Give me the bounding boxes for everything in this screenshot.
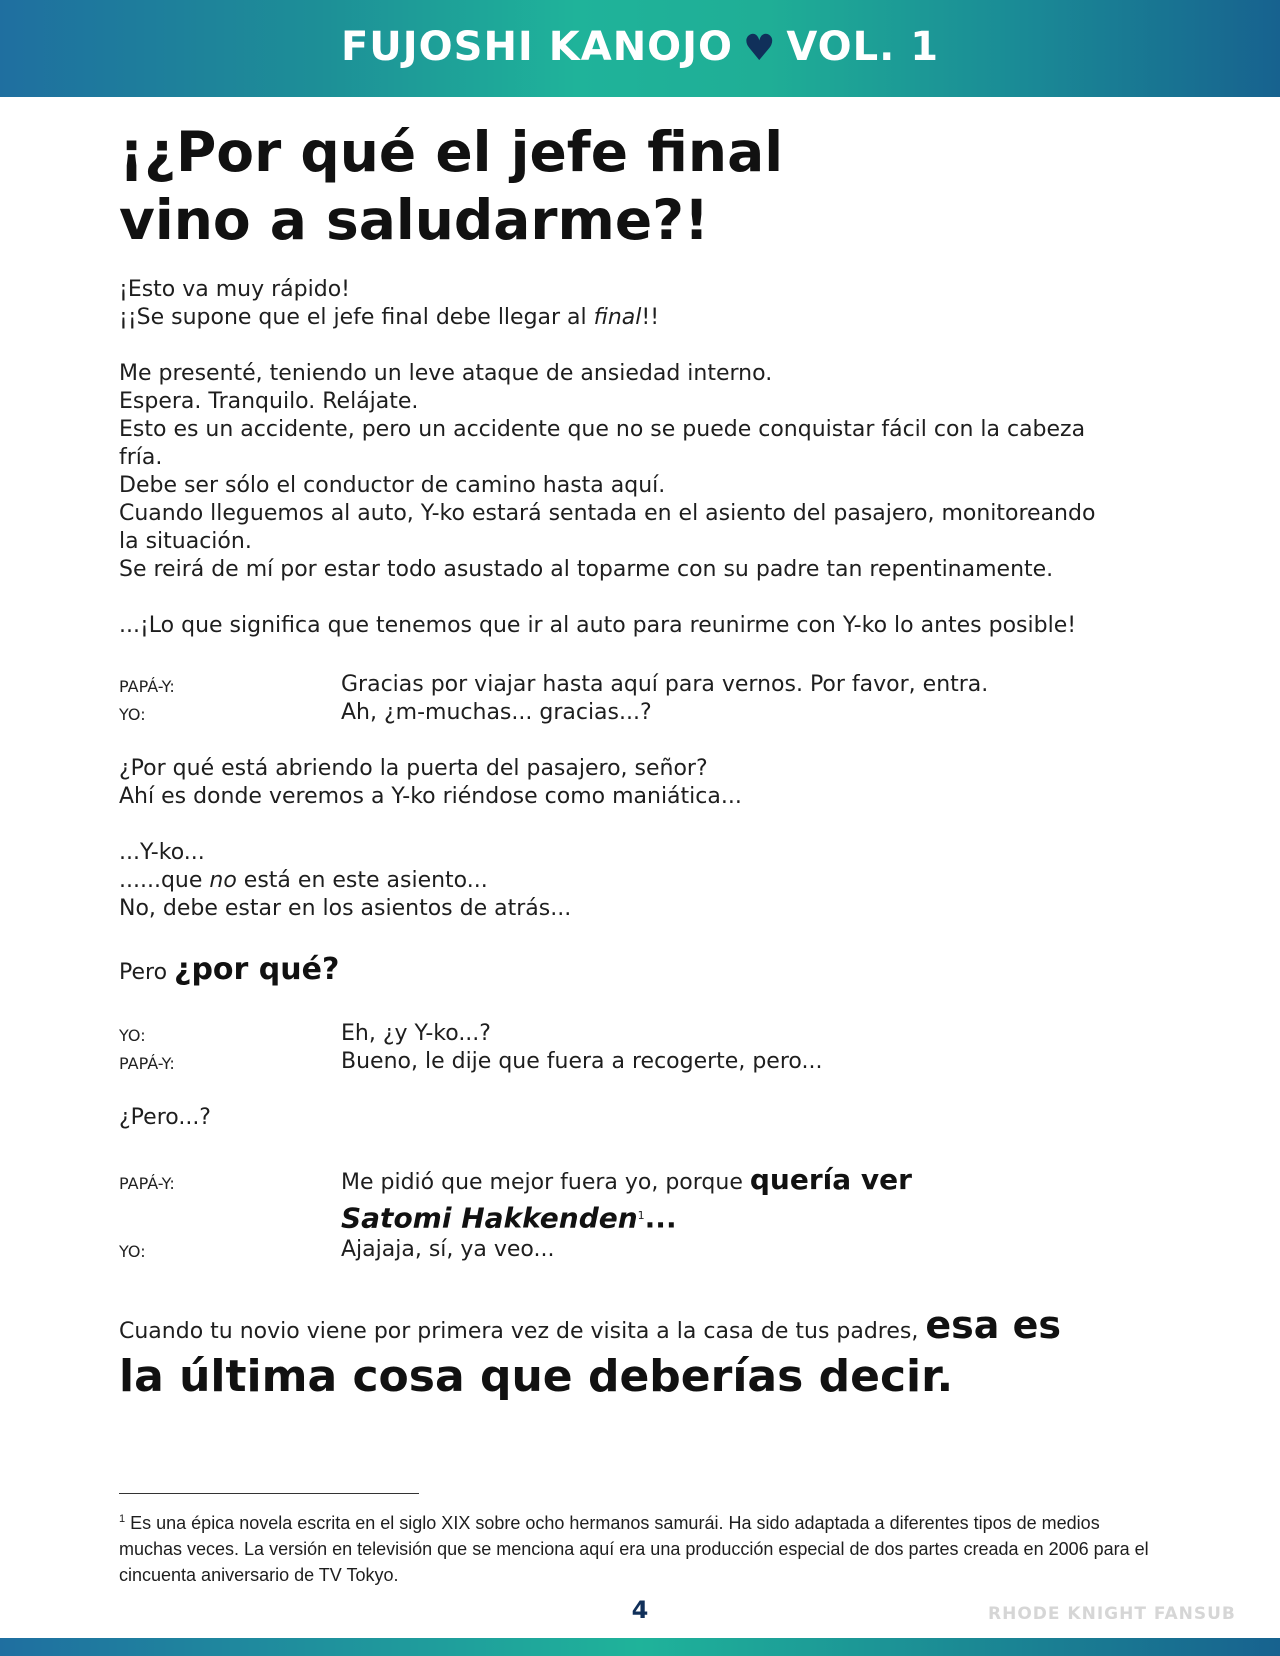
- header-banner: [0, 0, 1280, 97]
- dialogue-line: Ajajaja, sí, ya veo...: [341, 1237, 555, 1262]
- paragraph: fría.: [119, 445, 163, 470]
- speaker-label: YO:: [119, 1026, 146, 1045]
- emphasis: final: [593, 305, 642, 330]
- paragraph: ...¡Lo que significa que tenemos que ir al auto para reunirme con Y-ko lo antes posible!: [119, 613, 1077, 638]
- heart-icon: ♥: [743, 28, 777, 69]
- chapter-title: [119, 118, 1019, 254]
- fansub-credit: RHODE KNIGHT FANSUB: [988, 1604, 1236, 1624]
- emphasis: no: [209, 868, 237, 893]
- series-name: FUJOSHI KANOJO: [340, 24, 734, 70]
- dialogue-line: Ah, ¿m-muchas... gracias...?: [341, 700, 652, 725]
- paragraph: ...Y-ko...: [119, 840, 205, 865]
- text-span: Pero: [119, 960, 175, 985]
- paragraph: ¿Por qué está abriendo la puerta del pasajero, señor?: [119, 756, 708, 781]
- paragraph: [119, 1350, 1169, 1412]
- emphasis-large: quería ver: [749, 1163, 912, 1196]
- emphasis-large: ¿por qué?: [174, 952, 340, 987]
- series-title: [0, 22, 1280, 74]
- paragraph: No, debe estar en los asientos de atrás...: [119, 896, 572, 921]
- footnote-divider: [119, 1493, 419, 1494]
- title-reference: Satomi Hakkenden: [341, 1201, 638, 1235]
- paragraph: Debe ser sólo el conductor de camino hasta aquí.: [119, 473, 666, 498]
- paragraph: Se reirá de mí por estar todo asustado al toparme con su padre tan repentinamente.: [119, 557, 1054, 582]
- paragraph: Me presenté, teniendo un leve ataque de ansiedad interno.: [119, 361, 773, 386]
- paragraph: [119, 1300, 1169, 1357]
- footnote-marker: 1: [119, 1513, 126, 1525]
- paragraph: [119, 952, 1169, 987]
- emphasis-huge: la última cosa que deberías decir.: [119, 1351, 954, 1402]
- paragraph: Espera. Tranquilo. Relájate.: [119, 389, 419, 414]
- text-span: está en este asiento...: [236, 868, 488, 893]
- text-span: Cuando tu novio viene por primera vez de visita a la casa de tus padres,: [119, 1319, 926, 1344]
- footnote: [119, 1506, 1164, 1588]
- dialogue-line: [341, 1198, 1141, 1239]
- dialogue-line: Gracias por viajar hasta aquí para vernos. Por favor, entra.: [341, 672, 989, 697]
- volume-label: VOL. 1: [786, 24, 940, 70]
- text-span: !!: [641, 305, 660, 330]
- speaker-label: YO:: [119, 705, 146, 724]
- dialogue-line: Bueno, le dije que fuera a recogerte, pero...: [341, 1049, 823, 1074]
- paragraph: Ahí es donde veremos a Y-ko riéndose como maniática...: [119, 784, 742, 809]
- page-number: 4: [631, 1596, 649, 1624]
- text-span: ...: [644, 1201, 677, 1235]
- speaker-label: YO:: [119, 1242, 146, 1261]
- dialogue-line: Eh, ¿y Y-ko...?: [341, 1021, 491, 1046]
- emphasis-large: esa es: [925, 1303, 1062, 1347]
- footer-banner: [0, 1638, 1280, 1656]
- paragraph: ¿Pero...?: [119, 1105, 211, 1130]
- footnote-marker: 1: [637, 1209, 645, 1222]
- chapter-title-line1: ¡¿Por qué el jefe final: [119, 120, 784, 184]
- paragraph: la situación.: [119, 529, 252, 554]
- footnote-text: Es una épica novela escrita en el siglo XIX sobre ocho hermanos samurái. Ha sido adaptada a diferentes tipos de medios muchas veces. La versión en televisión que se menciona aquí era una producción especial de dos partes creada en 2006 para el cincuenta aniversario de TV Tokyo.: [119, 1513, 1149, 1585]
- paragraph: Cuando lleguemos al auto, Y-ko estará sentada en el asiento del pasajero, monitoreando: [119, 501, 1096, 526]
- text-span: Me pidió que mejor fuera yo, porque: [341, 1170, 750, 1195]
- paragraph: [119, 304, 1169, 332]
- paragraph: ¡Esto va muy rápido!: [119, 277, 350, 302]
- speaker-label: PAPÁ-Y:: [119, 677, 175, 696]
- text-span: ......que: [119, 868, 210, 893]
- speaker-label: PAPÁ-Y:: [119, 1054, 175, 1073]
- dialogue-line: [341, 1162, 1141, 1201]
- paragraph: Esto es un accidente, pero un accidente que no se puede conquistar fácil con la cabeza: [119, 417, 1086, 442]
- speaker-label: PAPÁ-Y:: [119, 1174, 175, 1193]
- text-span: ¡¡Se supone que el jefe final debe llegar al: [119, 305, 594, 330]
- paragraph: [119, 867, 1169, 895]
- chapter-title-line2: vino a saludarme?!: [119, 188, 710, 252]
